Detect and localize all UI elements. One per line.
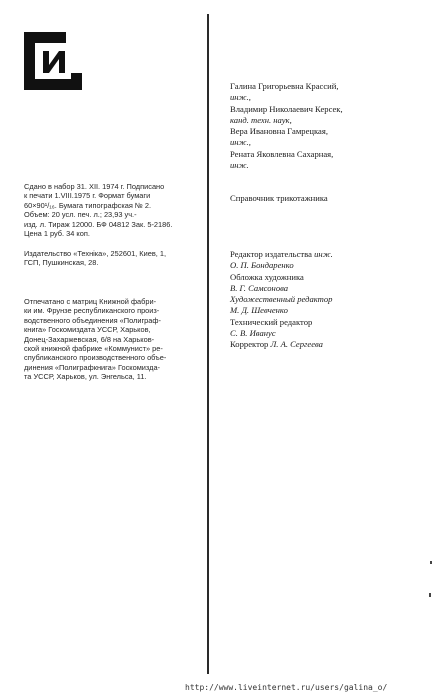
imprint-block — [24, 182, 202, 238]
printing-block — [24, 297, 202, 382]
printing-line: водственного объединения «Полиграф- — [24, 315, 161, 325]
credit-role: Технический редактор — [230, 316, 313, 327]
printing-line: ской книжной фабрике «Коммунист» ре- — [24, 344, 163, 354]
credit-role: Редактор издательства — [230, 249, 312, 259]
imprint-line: изд. л. Тираж 12000. БФ 04812 Зак. 5-2186. — [24, 219, 173, 229]
author-name: Владимир Николаевич Керсек, — [230, 103, 343, 114]
author-title: инж., — [230, 137, 251, 148]
author-title: канд. техн. наук, — [230, 114, 292, 125]
credit-name: М. Д. Шевченко — [230, 305, 288, 316]
imprint-line: 60×90¹/₁₆. Бумага типографская № 2. — [24, 200, 152, 210]
imprint-line: к печати 1.VIII.1975 г. Формат бумаги — [24, 191, 151, 201]
imprint-line: Объем: 20 усл. печ. л.; 23,93 уч.- — [24, 210, 137, 220]
credit-name: О. П. Бондаренко — [230, 260, 294, 271]
credits-list — [230, 249, 425, 351]
author-name: Вера Ивановна Гамрецкая, — [230, 126, 328, 137]
printing-line: та УССР, Харьков, ул. Энгельса, 11. — [24, 372, 147, 382]
credit-editor — [230, 249, 425, 260]
credit-name: С. В. Иванус — [230, 328, 276, 339]
author-name: Рената Яковлевна Сахарная, — [230, 148, 334, 159]
author-title: инж., — [230, 92, 251, 103]
publisher-line: ГСП, Пушкинская, 28. — [24, 258, 99, 268]
credit-role: Корректор — [230, 339, 269, 350]
printing-line: Донец-Захаржевская, 6/8 на Харьков- — [24, 334, 155, 344]
credit-name: Л. А. Сергеева — [270, 339, 323, 350]
scan-speck — [430, 561, 432, 564]
vertical-divider — [207, 14, 209, 674]
printing-line: книга» Госкомиздата УССР, Харьков, — [24, 325, 151, 335]
author-title: инж. — [230, 160, 249, 171]
credit-role: Обложка художника — [230, 271, 304, 282]
imprint-line: Цена 1 руб. 34 коп. — [24, 229, 90, 239]
publisher-line: Издательство «Техніка», 252601, Киев, 1, — [24, 249, 167, 258]
credit-title: инж. — [314, 249, 333, 259]
footer-url[interactable]: http://www.liveinternet.ru/users/galina_o/ — [185, 683, 388, 692]
credit-role: Художественный редактор — [230, 294, 333, 305]
book-title: Справочник трикотажника — [230, 193, 328, 203]
credit-name: В. Г. Самсонова — [230, 282, 289, 293]
publisher-block — [24, 249, 202, 268]
imprint-line: Сдано в набор 31. XII. 1974 г. Подписано — [24, 182, 165, 191]
author-name: Галина Григорьевна Крассий, — [230, 81, 339, 91]
publisher-logo-icon — [22, 30, 84, 92]
printing-line: динения «Полиграфкнига» Госкомизда- — [24, 362, 161, 372]
printing-line: спубликанского производственного объе- — [24, 353, 167, 363]
publisher-logo — [22, 30, 84, 92]
printing-line: Отпечатано с матриц Книжной фабри- — [24, 297, 157, 306]
credit-corrector — [230, 339, 425, 350]
printing-line: ки им. Фрунзе республиканского произ- — [24, 306, 160, 316]
authors-list — [230, 81, 420, 171]
scan-speck — [429, 593, 431, 597]
